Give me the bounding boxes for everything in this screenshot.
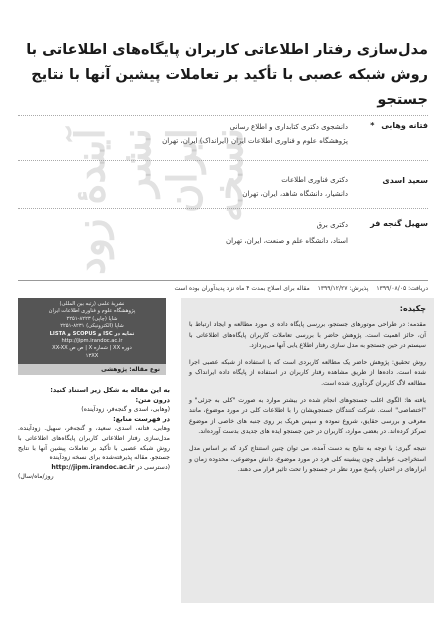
journal-line: ۱۳XX	[85, 352, 99, 359]
author-affil-2a: دکتری فناوری اطلاعات	[281, 176, 348, 184]
citation-block	[18, 386, 170, 482]
abstract-method: روش تحقیق: پژوهش حاضر یک مطالعه کاربردی است که با استفاده از شبکه عصبی اجرا شده است. داده‌ها از طریق مشاهده رفتار کاربران در استفاده از پایگاه داده ایرانداک و مطالعه لاگ کاربران گردآوری شده است.	[189, 358, 426, 387]
citation-ref-text: وهابی، فتانه، اسدی، سعید، و گنجه‌فر، سهیل. زودآینده. مدل‌سازی رفتار اطلاعاتی کاربران پایگاه‌های اطلاعاتی با روش شبکه عصبی با تأکید بر تعاملات پیشین آنها با نتایج جستجو. مقاله پذیرفته‌شده برای نسخه زودآینده	[18, 425, 170, 462]
accepted-date: پذیرش: ۱۳۹۹/۱۲/۲۷	[317, 285, 369, 292]
article-type: نوع مقاله: پژوهشی	[18, 364, 166, 375]
journal-line: شاپا (الکترونیکی) ۸۲۳۱-۲۲۵۱	[60, 323, 124, 330]
citation-intro: به این مقاله به شکل زیر استناد کنید:	[50, 386, 170, 394]
watermark-line: آیندۀ زود	[67, 128, 114, 275]
author-name-2: سعید اسدی	[382, 176, 428, 185]
watermark-line: نشر ایران	[113, 128, 206, 213]
watermark-line: نسخه	[205, 128, 252, 223]
journal-line: شاپا (چاپی) ۸۲۲۳-۲۲۵۱	[66, 315, 118, 322]
journal-url[interactable]: http://jipm.irandoc.ac.ir	[61, 338, 123, 345]
journal-line: دوره XX | شماره X | ص ص XX-XX	[52, 345, 132, 352]
citation-ref-heading: در فهرست منابع:	[113, 414, 170, 423]
author-affil-1b: پژوهشگاه علوم و فناوری اطلاعات ایران (ایرانداک) ایران، تهران	[162, 137, 348, 145]
dates-line	[18, 285, 428, 292]
journal-line: پژوهشگاه علوم و فناوری اطلاعات ایران	[48, 308, 136, 315]
divider	[18, 280, 428, 281]
abstract-introduction: مقدمه: در طراحی موتورهای جستجو، بررسی پایگاه داده ی مورد مطالعه و ایجاد ارتباط با آن، حائز اهمیت است. پژوهش حاضر با بررسی تعاملات کاربران پایگاه‌های اطلاعاتی با سیستم در حین جستجو به مدل سازی رفتار اطلاع یابی آنها می‌پردازد.	[189, 321, 426, 350]
citation-url-line	[18, 463, 170, 473]
watermark	[67, 128, 252, 278]
citation-date-note: روز/ماه/سال)	[18, 473, 54, 481]
abstract-heading: چکیده:	[399, 304, 426, 313]
journal-line: نشریهٔ علمی (رتبه بین المللی)	[59, 301, 125, 307]
abstract-conclusion: نتیجه گیری: با توجه به نتایج به دست آمده، می توان چنین استنتاج کرد که بر اساس مدل استخراجی، عواملی چون پیشینه کلی فرد در مورد موضوع، دانش موضوعی، محدوده زمان و ابزارهای در اختیار، پاسخ مورد نظر در جستجو را تحت تاثیر قرار می دهند.	[189, 444, 426, 474]
abstract-box	[181, 298, 434, 603]
author-name-3: سهیل گنجه فر	[370, 219, 428, 228]
abstract-body	[189, 320, 426, 482]
corresponding-mark: *	[370, 121, 375, 130]
author-affil-3b: استاد، دانشگاه علم و صنعت، ایران، تهران	[225, 237, 348, 245]
author-name-1	[370, 121, 428, 130]
revision-note: مقاله برای اصلاح بمدت ۴ ماه نزد پدیدآوران بوده است	[174, 285, 310, 292]
divider	[18, 115, 428, 116]
article-title: مدل‌سازی رفتار اطلاعاتی کاربران پایگاه‌های اطلاعاتی با روش شبکه عصبی با تأکید بر تعاملات پیشین آنها با نتایج جستجو	[26, 42, 428, 108]
journal-info-box	[18, 298, 166, 364]
journal-line: نمایه در ISC و SCOPUS و LISTA	[49, 330, 135, 337]
author-affil-2b: دانشیار، دانشگاه شاهد، ایران، تهران	[242, 190, 348, 198]
author-name-text: فتانه وهابی	[381, 121, 428, 130]
abstract-findings: یافته ها: الگوی اغلب جستجوهای انجام شده در بیشتر موارد به صورت "کلی به جزئی" و "اختصاصی" است. شرکت کنندگان جستجویشان را با اطلاعات کلی در مورد موضوع، مانند معرفی و بررسی حقایق، شروع نموده و سپس هریک بر روی جنبه های خاصی از موضوع تمرکز کرده‌اند. در بعضی موارد، کاربران در حین جستجو ایده های جدیدی بدست آورده‌اند.	[189, 396, 426, 436]
citation-inline-text: (وهابی، اسدی و گنجه‌فر، زودآینده)	[81, 406, 170, 414]
author-affil-1a: دانشجوی دکتری کتابداری و اطلاع رسانی	[229, 123, 348, 131]
citation-url[interactable]: http://jipm.irandoc.ac.ir	[51, 463, 135, 471]
citation-inline-heading: درون متن:	[135, 395, 170, 404]
received-date: دریافت: ۱۳۹۹/۰۸/۰۵	[376, 285, 428, 292]
access-note: (دسترسی در	[136, 463, 170, 471]
author-affil-3a: دکتری برق	[316, 221, 348, 229]
